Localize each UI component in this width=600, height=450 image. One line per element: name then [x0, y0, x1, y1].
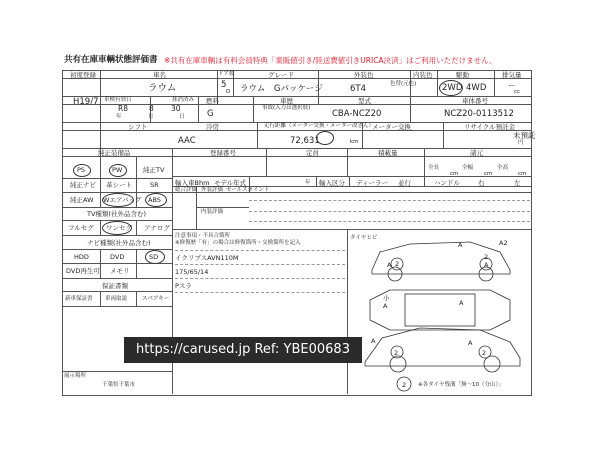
damage-a-5: A: [459, 299, 464, 307]
equipment-label: 純正装備品: [98, 149, 131, 157]
equip-tv: 純正TV: [143, 166, 165, 174]
damage-a-6: A: [371, 337, 376, 345]
spec-label: 諸元: [470, 149, 483, 157]
wheel: [390, 356, 406, 372]
equip-analog: アナログ: [144, 224, 170, 232]
drive-label: 駆動: [456, 71, 469, 79]
tire-mark-2: 2: [484, 253, 489, 261]
inspection-day: 30: [171, 104, 181, 113]
import-parallel: 並行: [398, 179, 411, 187]
type-label: 型式: [358, 97, 371, 105]
day-unit: 日: [179, 114, 185, 120]
overall-eval-label: 総合評価: [175, 187, 198, 193]
model-year-unit: 年: [305, 180, 311, 186]
equip-memory: メモリ: [110, 267, 130, 275]
damage-a-3: A: [484, 261, 489, 269]
handle-right: 右: [478, 179, 485, 187]
width-label: 全幅: [462, 165, 474, 171]
caution-label: 注意事項・不具合箇所: [175, 233, 231, 239]
caution-sub: ※修復歴「有」の場合は修復箇所・交換箇所を記入: [175, 240, 301, 246]
damage-small-1: 小: [383, 294, 390, 302]
car-roof: [405, 294, 475, 326]
tire-crack-label: タイヤヒビ: [350, 235, 378, 241]
documents-label: 保証書類: [102, 282, 128, 290]
color-value: 6T4: [350, 84, 367, 94]
document-title: 共有在庫車輌状態評価書: [64, 55, 158, 65]
tv-type-label: TV種類(社外品含む): [87, 210, 146, 218]
recycle-label: リサイクル預託金: [464, 123, 516, 131]
grade-value: ラウム Gパッケージ: [240, 84, 323, 94]
model-label: 車名: [153, 71, 166, 79]
length-unit: cm: [450, 171, 459, 177]
fuel-type-label: 燃料: [206, 97, 219, 105]
equip-sr: SR: [150, 181, 159, 189]
chassis-value: NCZ20-0113512: [444, 109, 514, 119]
tire-note: ※各タイヤ残溝「無～10（分山）」: [418, 382, 504, 388]
insurance-label: 抹消済み: [172, 97, 195, 103]
inspection-label: 車検有効日: [104, 97, 132, 103]
interior-eval-label: 内装評価: [201, 209, 224, 215]
doors-unit: D: [226, 89, 231, 95]
mileage-label: 走行距離（メーター交換・メーター改ざん）: [264, 123, 375, 129]
exterior-eval-label: 外装評価: [201, 187, 224, 193]
equip-leather: 革シート: [106, 181, 132, 189]
meter-tampered-circle: [316, 131, 334, 145]
capacity-label: 定員: [306, 149, 319, 157]
import-dealer: ディーラー: [356, 179, 388, 187]
shift-label: シフト: [128, 123, 148, 131]
equip-warranty: 新車保証書: [65, 296, 93, 302]
displacement-unit: cc: [514, 89, 521, 95]
drive-4wd: 4WD: [466, 83, 487, 93]
fuel-type-value: G: [207, 109, 214, 119]
grade-label: グレード: [268, 71, 294, 79]
note-line-2: 175/65/14: [175, 268, 209, 276]
note-line-3: Pスラ: [175, 282, 192, 290]
chassis-label: 車体番号: [462, 97, 488, 105]
color-note: 色替(元色): [390, 81, 417, 87]
mileage-value: 72,631: [290, 136, 320, 146]
drive-2wd: 2WD: [442, 83, 463, 93]
navi-type-label: ナビ種類(社外品含む): [87, 239, 151, 247]
notice-text: ※共有在庫車輌は有料会員特典「業販値引き/陸送費値引きURICA決済」はご利用いただけません。: [164, 56, 497, 65]
equip-hdd: HDD: [74, 253, 89, 261]
car-side-bottom: [365, 328, 520, 366]
car-damage-diagram: [350, 230, 530, 394]
history-label: 車歴: [280, 97, 293, 105]
type-value: CBA-NCZ20: [332, 109, 382, 119]
first-registration-value: H19/7: [73, 97, 99, 107]
history-sub: 事故(入力は選択肢): [262, 105, 311, 111]
note-line-1: イクリプスAVN110M: [175, 254, 239, 262]
damage-a-7: A: [468, 339, 473, 347]
equip-dvd: DVD: [110, 253, 125, 261]
inspection-month: 8: [149, 104, 154, 113]
damage-a2: A2: [499, 239, 508, 247]
display-location-label: 展示場所: [64, 373, 87, 379]
wheel: [484, 356, 500, 372]
import-label: 輸入車Bhm: [175, 179, 210, 187]
sales-point-label: セールスポイント: [226, 187, 270, 193]
model-year-label: モデル年式: [214, 179, 247, 187]
interior-color-label: 内装色: [413, 71, 433, 79]
model-value: ラウム: [148, 83, 177, 94]
ac-label: 冷房: [206, 123, 219, 131]
equip-oneseg: ワンセグ: [106, 224, 132, 232]
doors-value: 5: [221, 80, 227, 90]
tire-mark-4: 2: [482, 349, 487, 357]
import-type-label: 輸入区分: [319, 179, 345, 187]
month-unit: 月: [148, 114, 154, 120]
registration-number-label: 登録番号: [210, 149, 236, 157]
equip-fullseg: フルセグ: [68, 224, 94, 232]
doors-label: ドア数: [218, 71, 235, 77]
tire-mark-1: 2: [395, 260, 400, 268]
handle-left: 左: [514, 179, 521, 187]
mileage-unit: km: [350, 139, 359, 145]
first-registration-label: 初度登録: [70, 71, 96, 79]
length-label: 全長: [428, 165, 440, 171]
watermark-banner: https://carused.jp Ref: YBE00683: [124, 337, 362, 363]
handle-label: ハンドル: [434, 179, 460, 187]
damage-a-1: A: [458, 241, 463, 249]
displacement-label: 排気量: [502, 71, 522, 79]
meter-label: メーター交換: [372, 123, 411, 131]
equip-manual: 車両取説: [105, 296, 128, 302]
equip-aw: 純正AW: [70, 196, 94, 204]
height-unit: cm: [518, 171, 527, 177]
equip-dvd-player: DVD再生可: [66, 267, 100, 275]
load-label: 積載量: [378, 149, 398, 157]
equip-navi: 純正ナビ: [70, 181, 96, 189]
recycle-unit: 円: [518, 140, 524, 146]
width-unit: cm: [484, 171, 493, 177]
damage-a-4: A: [383, 302, 388, 310]
tire-mark-3: 2: [394, 349, 399, 357]
ac-value: AAC: [178, 136, 196, 146]
equip-sd: SD: [149, 253, 159, 261]
equip-abs: ABS: [148, 196, 161, 204]
equip-spare-key: スペアキー: [142, 296, 170, 302]
car-top-view: [370, 290, 510, 330]
year-unit: 年: [116, 114, 122, 120]
height-label: 全高: [497, 165, 509, 171]
equip-ps: PS: [77, 166, 86, 174]
equip-airbag: Wエアバッグ: [103, 196, 142, 204]
recycle-value: 未預託: [513, 131, 536, 140]
equip-pw: PW: [112, 166, 123, 174]
color-label: 外装色: [354, 71, 374, 79]
displacement-value: ー: [508, 81, 516, 90]
tire-mark-5: 2: [402, 381, 407, 389]
damage-a-2: A: [387, 261, 392, 269]
display-location-value: 千葉県千葉市: [102, 382, 136, 388]
inspection-era: R8: [118, 104, 128, 113]
